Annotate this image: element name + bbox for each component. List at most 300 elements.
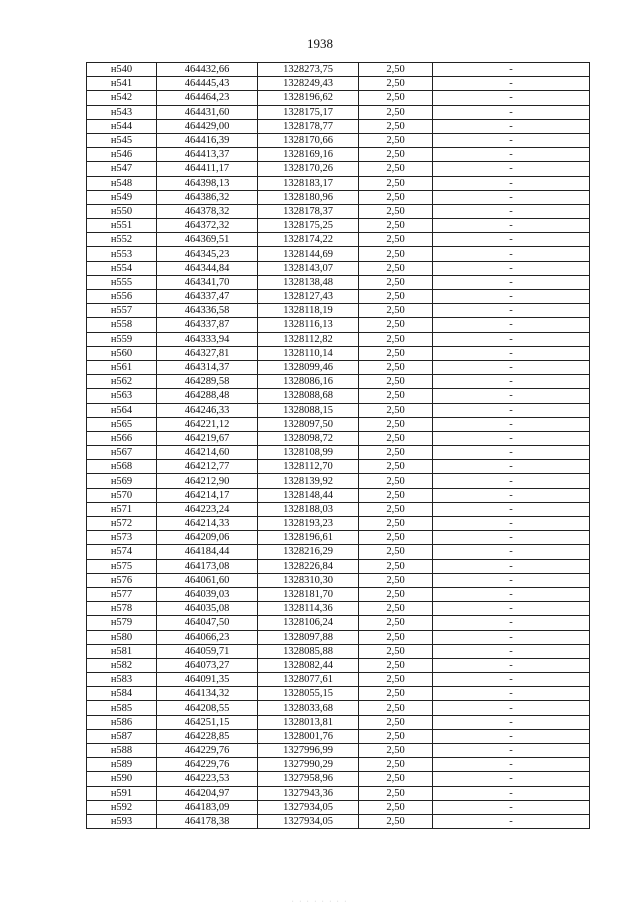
x-coordinate-cell: 464061,60 [157, 573, 258, 587]
x-coordinate-cell: 464378,32 [157, 204, 258, 218]
y-coordinate-cell: 1328310,30 [258, 573, 359, 587]
y-coordinate-cell: 1328170,26 [258, 162, 359, 176]
table-row [87, 474, 590, 488]
point-id-cell: н554 [87, 261, 157, 275]
error-cell: 2,50 [359, 630, 433, 644]
point-id-cell: н561 [87, 360, 157, 374]
error-cell: 2,50 [359, 446, 433, 460]
y-coordinate-cell: 1328110,14 [258, 346, 359, 360]
point-id-cell: н540 [87, 63, 157, 77]
y-coordinate-cell: 1327934,05 [258, 800, 359, 814]
note-cell: - [433, 304, 590, 318]
point-id-cell: н546 [87, 148, 157, 162]
x-coordinate-cell: 464341,70 [157, 275, 258, 289]
x-coordinate-cell: 464073,27 [157, 658, 258, 672]
point-id-cell: н543 [87, 105, 157, 119]
error-cell: 2,50 [359, 417, 433, 431]
error-cell: 2,50 [359, 502, 433, 516]
table-row [87, 233, 590, 247]
coordinates-table [86, 62, 590, 829]
point-id-cell: н555 [87, 275, 157, 289]
error-cell: 2,50 [359, 531, 433, 545]
error-cell: 2,50 [359, 460, 433, 474]
x-coordinate-cell: 464228,85 [157, 729, 258, 743]
error-cell: 2,50 [359, 133, 433, 147]
table-row [87, 133, 590, 147]
y-coordinate-cell: 1328226,84 [258, 559, 359, 573]
x-coordinate-cell: 464223,53 [157, 772, 258, 786]
y-coordinate-cell: 1328216,29 [258, 545, 359, 559]
x-coordinate-cell: 464336,58 [157, 304, 258, 318]
point-id-cell: н578 [87, 602, 157, 616]
error-cell: 2,50 [359, 190, 433, 204]
note-cell: - [433, 119, 590, 133]
error-cell: 2,50 [359, 488, 433, 502]
error-cell: 2,50 [359, 219, 433, 233]
error-cell: 2,50 [359, 658, 433, 672]
y-coordinate-cell: 1328108,99 [258, 446, 359, 460]
note-cell: - [433, 545, 590, 559]
note-cell: - [433, 744, 590, 758]
point-id-cell: н568 [87, 460, 157, 474]
x-coordinate-cell: 464314,37 [157, 360, 258, 374]
table-row [87, 290, 590, 304]
x-coordinate-cell: 464204,97 [157, 786, 258, 800]
x-coordinate-cell: 464369,51 [157, 233, 258, 247]
error-cell: 2,50 [359, 318, 433, 332]
x-coordinate-cell: 464091,35 [157, 673, 258, 687]
note-cell: - [433, 474, 590, 488]
x-coordinate-cell: 464229,76 [157, 758, 258, 772]
point-id-cell: н585 [87, 701, 157, 715]
error-cell: 2,50 [359, 701, 433, 715]
point-id-cell: н562 [87, 375, 157, 389]
y-coordinate-cell: 1328088,68 [258, 389, 359, 403]
x-coordinate-cell: 464431,60 [157, 105, 258, 119]
point-id-cell: н563 [87, 389, 157, 403]
x-coordinate-cell: 464345,23 [157, 247, 258, 261]
y-coordinate-cell: 1328174,22 [258, 233, 359, 247]
table-row [87, 502, 590, 516]
x-coordinate-cell: 464398,13 [157, 176, 258, 190]
y-coordinate-cell: 1328098,72 [258, 431, 359, 445]
y-coordinate-cell: 1328175,17 [258, 105, 359, 119]
table-row [87, 758, 590, 772]
y-coordinate-cell: 1328148,44 [258, 488, 359, 502]
table-row [87, 517, 590, 531]
error-cell: 2,50 [359, 389, 433, 403]
table-row [87, 375, 590, 389]
note-cell: - [433, 190, 590, 204]
note-cell: - [433, 729, 590, 743]
point-id-cell: н586 [87, 715, 157, 729]
table-row [87, 701, 590, 715]
x-coordinate-cell: 464209,06 [157, 531, 258, 545]
y-coordinate-cell: 1327934,05 [258, 814, 359, 828]
table-row [87, 148, 590, 162]
point-id-cell: н566 [87, 431, 157, 445]
error-cell: 2,50 [359, 772, 433, 786]
table-row [87, 545, 590, 559]
error-cell: 2,50 [359, 360, 433, 374]
table-row [87, 204, 590, 218]
point-id-cell: н541 [87, 77, 157, 91]
error-cell: 2,50 [359, 431, 433, 445]
y-coordinate-cell: 1328099,46 [258, 360, 359, 374]
y-coordinate-cell: 1328097,88 [258, 630, 359, 644]
note-cell: - [433, 375, 590, 389]
table-row [87, 304, 590, 318]
error-cell: 2,50 [359, 545, 433, 559]
table-row [87, 77, 590, 91]
x-coordinate-cell: 464214,17 [157, 488, 258, 502]
error-cell: 2,50 [359, 800, 433, 814]
x-coordinate-cell: 464221,12 [157, 417, 258, 431]
y-coordinate-cell: 1328175,25 [258, 219, 359, 233]
note-cell: - [433, 517, 590, 531]
table-row [87, 460, 590, 474]
point-id-cell: н587 [87, 729, 157, 743]
y-coordinate-cell: 1328193,23 [258, 517, 359, 531]
y-coordinate-cell: 1327996,99 [258, 744, 359, 758]
error-cell: 2,50 [359, 758, 433, 772]
y-coordinate-cell: 1328097,50 [258, 417, 359, 431]
x-coordinate-cell: 464372,32 [157, 219, 258, 233]
x-coordinate-cell: 464411,17 [157, 162, 258, 176]
y-coordinate-cell: 1328139,92 [258, 474, 359, 488]
point-id-cell: н542 [87, 91, 157, 105]
point-id-cell: н583 [87, 673, 157, 687]
table-row [87, 602, 590, 616]
error-cell: 2,50 [359, 729, 433, 743]
table-row [87, 162, 590, 176]
note-cell: - [433, 176, 590, 190]
point-id-cell: н589 [87, 758, 157, 772]
x-coordinate-cell: 464432,66 [157, 63, 258, 77]
note-cell: - [433, 800, 590, 814]
error-cell: 2,50 [359, 673, 433, 687]
error-cell: 2,50 [359, 247, 433, 261]
table-row [87, 261, 590, 275]
y-coordinate-cell: 1327958,96 [258, 772, 359, 786]
y-coordinate-cell: 1328088,15 [258, 403, 359, 417]
note-cell: - [433, 417, 590, 431]
error-cell: 2,50 [359, 261, 433, 275]
table-row [87, 190, 590, 204]
y-coordinate-cell: 1328112,82 [258, 332, 359, 346]
point-id-cell: н559 [87, 332, 157, 346]
table-row [87, 346, 590, 360]
table-row [87, 687, 590, 701]
x-coordinate-cell: 464059,71 [157, 644, 258, 658]
note-cell: - [433, 644, 590, 658]
point-id-cell: н584 [87, 687, 157, 701]
y-coordinate-cell: 1328112,70 [258, 460, 359, 474]
note-cell: - [433, 573, 590, 587]
error-cell: 2,50 [359, 559, 433, 573]
point-id-cell: н575 [87, 559, 157, 573]
error-cell: 2,50 [359, 744, 433, 758]
point-id-cell: н567 [87, 446, 157, 460]
x-coordinate-cell: 464251,15 [157, 715, 258, 729]
error-cell: 2,50 [359, 290, 433, 304]
note-cell: - [433, 332, 590, 346]
table-row [87, 531, 590, 545]
note-cell: - [433, 502, 590, 516]
note-cell: - [433, 148, 590, 162]
point-id-cell: н592 [87, 800, 157, 814]
point-id-cell: н591 [87, 786, 157, 800]
y-coordinate-cell: 1328249,43 [258, 77, 359, 91]
note-cell: - [433, 346, 590, 360]
y-coordinate-cell: 1328114,36 [258, 602, 359, 616]
y-coordinate-cell: 1328169,16 [258, 148, 359, 162]
note-cell: - [433, 587, 590, 601]
point-id-cell: н593 [87, 814, 157, 828]
error-cell: 2,50 [359, 91, 433, 105]
error-cell: 2,50 [359, 105, 433, 119]
error-cell: 2,50 [359, 786, 433, 800]
y-coordinate-cell: 1328170,66 [258, 133, 359, 147]
table-row [87, 729, 590, 743]
note-cell: - [433, 219, 590, 233]
table-row [87, 332, 590, 346]
error-cell: 2,50 [359, 176, 433, 190]
x-coordinate-cell: 464288,48 [157, 389, 258, 403]
error-cell: 2,50 [359, 332, 433, 346]
note-cell: - [433, 630, 590, 644]
x-coordinate-cell: 464246,33 [157, 403, 258, 417]
point-id-cell: н580 [87, 630, 157, 644]
table-row [87, 403, 590, 417]
note-cell: - [433, 290, 590, 304]
error-cell: 2,50 [359, 474, 433, 488]
point-id-cell: н548 [87, 176, 157, 190]
y-coordinate-cell: 1328183,17 [258, 176, 359, 190]
error-cell: 2,50 [359, 687, 433, 701]
x-coordinate-cell: 464212,77 [157, 460, 258, 474]
x-coordinate-cell: 464214,33 [157, 517, 258, 531]
coordinates-table-body [87, 63, 590, 829]
note-cell: - [433, 772, 590, 786]
table-row [87, 630, 590, 644]
point-id-cell: н560 [87, 346, 157, 360]
table-row [87, 360, 590, 374]
point-id-cell: н553 [87, 247, 157, 261]
x-coordinate-cell: 464183,09 [157, 800, 258, 814]
y-coordinate-cell: 1328082,44 [258, 658, 359, 672]
error-cell: 2,50 [359, 77, 433, 91]
note-cell: - [433, 63, 590, 77]
x-coordinate-cell: 464219,67 [157, 431, 258, 445]
x-coordinate-cell: 464173,08 [157, 559, 258, 573]
point-id-cell: н564 [87, 403, 157, 417]
y-coordinate-cell: 1327990,29 [258, 758, 359, 772]
table-row [87, 658, 590, 672]
note-cell: - [433, 261, 590, 275]
y-coordinate-cell: 1328055,15 [258, 687, 359, 701]
point-id-cell: н569 [87, 474, 157, 488]
x-coordinate-cell: 464337,47 [157, 290, 258, 304]
table-row [87, 318, 590, 332]
error-cell: 2,50 [359, 573, 433, 587]
y-coordinate-cell: 1328116,13 [258, 318, 359, 332]
y-coordinate-cell: 1328273,75 [258, 63, 359, 77]
error-cell: 2,50 [359, 275, 433, 289]
point-id-cell: н577 [87, 587, 157, 601]
note-cell: - [433, 460, 590, 474]
y-coordinate-cell: 1328181,70 [258, 587, 359, 601]
error-cell: 2,50 [359, 403, 433, 417]
x-coordinate-cell: 464066,23 [157, 630, 258, 644]
point-id-cell: н572 [87, 517, 157, 531]
error-cell: 2,50 [359, 119, 433, 133]
point-id-cell: н570 [87, 488, 157, 502]
note-cell: - [433, 602, 590, 616]
x-coordinate-cell: 464047,50 [157, 616, 258, 630]
point-id-cell: н550 [87, 204, 157, 218]
note-cell: - [433, 531, 590, 545]
x-coordinate-cell: 464212,90 [157, 474, 258, 488]
x-coordinate-cell: 464039,03 [157, 587, 258, 601]
error-cell: 2,50 [359, 375, 433, 389]
x-coordinate-cell: 464289,58 [157, 375, 258, 389]
y-coordinate-cell: 1328013,81 [258, 715, 359, 729]
table-row [87, 744, 590, 758]
point-id-cell: н547 [87, 162, 157, 176]
table-row [87, 644, 590, 658]
note-cell: - [433, 715, 590, 729]
table-row [87, 176, 590, 190]
note-cell: - [433, 275, 590, 289]
error-cell: 2,50 [359, 616, 433, 630]
point-id-cell: н544 [87, 119, 157, 133]
x-coordinate-cell: 464134,32 [157, 687, 258, 701]
note-cell: - [433, 687, 590, 701]
note-cell: - [433, 360, 590, 374]
y-coordinate-cell: 1328106,24 [258, 616, 359, 630]
note-cell: - [433, 247, 590, 261]
table-row [87, 800, 590, 814]
table-row [87, 786, 590, 800]
error-cell: 2,50 [359, 715, 433, 729]
point-id-cell: н573 [87, 531, 157, 545]
note-cell: - [433, 658, 590, 672]
error-cell: 2,50 [359, 204, 433, 218]
y-coordinate-cell: 1328077,61 [258, 673, 359, 687]
table-row [87, 219, 590, 233]
table-row [87, 247, 590, 261]
y-coordinate-cell: 1328196,61 [258, 531, 359, 545]
y-coordinate-cell: 1328033,68 [258, 701, 359, 715]
point-id-cell: н552 [87, 233, 157, 247]
note-cell: - [433, 673, 590, 687]
point-id-cell: н571 [87, 502, 157, 516]
note-cell: - [433, 389, 590, 403]
point-id-cell: н588 [87, 744, 157, 758]
x-coordinate-cell: 464184,44 [157, 545, 258, 559]
table-row [87, 275, 590, 289]
y-coordinate-cell: 1328180,96 [258, 190, 359, 204]
x-coordinate-cell: 464413,37 [157, 148, 258, 162]
table-row [87, 587, 590, 601]
note-cell: - [433, 204, 590, 218]
error-cell: 2,50 [359, 587, 433, 601]
error-cell: 2,50 [359, 602, 433, 616]
x-coordinate-cell: 464229,76 [157, 744, 258, 758]
point-id-cell: н565 [87, 417, 157, 431]
table-row [87, 772, 590, 786]
point-id-cell: н551 [87, 219, 157, 233]
x-coordinate-cell: 464035,08 [157, 602, 258, 616]
note-cell: - [433, 318, 590, 332]
note-cell: - [433, 162, 590, 176]
table-row [87, 488, 590, 502]
table-row [87, 559, 590, 573]
table-row [87, 105, 590, 119]
error-cell: 2,50 [359, 814, 433, 828]
error-cell: 2,50 [359, 148, 433, 162]
table-row [87, 446, 590, 460]
table-row [87, 91, 590, 105]
table-row [87, 417, 590, 431]
x-coordinate-cell: 464337,87 [157, 318, 258, 332]
x-coordinate-cell: 464223,24 [157, 502, 258, 516]
table-row [87, 673, 590, 687]
note-cell: - [433, 786, 590, 800]
table-row [87, 814, 590, 828]
point-id-cell: н582 [87, 658, 157, 672]
error-cell: 2,50 [359, 304, 433, 318]
scan-artifact: · · · · · · · · [291, 899, 349, 905]
point-id-cell: н590 [87, 772, 157, 786]
y-coordinate-cell: 1328085,88 [258, 644, 359, 658]
note-cell: - [433, 77, 590, 91]
table-row [87, 63, 590, 77]
error-cell: 2,50 [359, 517, 433, 531]
note-cell: - [433, 559, 590, 573]
note-cell: - [433, 616, 590, 630]
table-row [87, 573, 590, 587]
point-id-cell: н574 [87, 545, 157, 559]
x-coordinate-cell: 464416,39 [157, 133, 258, 147]
y-coordinate-cell: 1328143,07 [258, 261, 359, 275]
error-cell: 2,50 [359, 233, 433, 247]
page-number: 1938 [307, 36, 333, 51]
note-cell: - [433, 91, 590, 105]
x-coordinate-cell: 464386,32 [157, 190, 258, 204]
x-coordinate-cell: 464344,84 [157, 261, 258, 275]
note-cell: - [433, 105, 590, 119]
note-cell: - [433, 701, 590, 715]
point-id-cell: н545 [87, 133, 157, 147]
point-id-cell: н579 [87, 616, 157, 630]
error-cell: 2,50 [359, 644, 433, 658]
error-cell: 2,50 [359, 63, 433, 77]
y-coordinate-cell: 1328127,43 [258, 290, 359, 304]
note-cell: - [433, 758, 590, 772]
point-id-cell: н581 [87, 644, 157, 658]
y-coordinate-cell: 1328188,03 [258, 502, 359, 516]
note-cell: - [433, 814, 590, 828]
x-coordinate-cell: 464333,94 [157, 332, 258, 346]
note-cell: - [433, 233, 590, 247]
error-cell: 2,50 [359, 346, 433, 360]
y-coordinate-cell: 1328118,19 [258, 304, 359, 318]
y-coordinate-cell: 1328178,37 [258, 204, 359, 218]
note-cell: - [433, 431, 590, 445]
note-cell: - [433, 488, 590, 502]
